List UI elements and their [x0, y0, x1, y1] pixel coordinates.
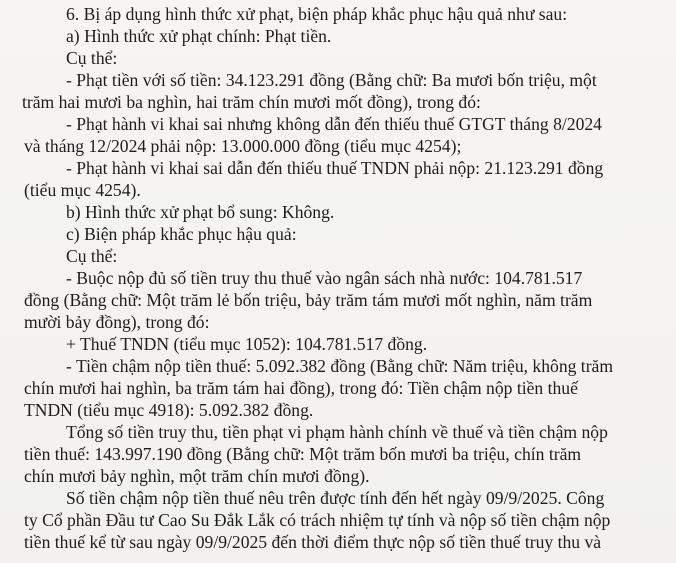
section-6-heading: 6. Bị áp dụng hình thức xử phạt, biện pháp khắc phục hậu quả như sau: — [66, 4, 568, 24]
back-tax-words: đồng (Bằng chữ: Một trăm lẻ bốn triệu, bảy trăm tám mươi mốt nghìn, năm trăm — [24, 290, 593, 310]
main-penalty-heading: a) Hình thức xử phạt chính: Phạt tiền. — [66, 26, 332, 46]
additional-penalty-heading: b) Hình thức xử phạt bổ sung: Không. — [66, 202, 335, 222]
company-responsibility-cont: tiền thuế kể từ sau ngày 09/9/2025 đến thời điểm thực nộp số tiền thuế truy thu và — [24, 532, 602, 552]
cit-penalty-line: - Phạt hành vi khai sai dẫn đến thiếu thuế TNDN phải nộp: 21.123.291 đồng — [66, 158, 604, 178]
cit-back-tax-line: + Thuế TNDN (tiểu mục 1052): 104.781.517 đồng. — [66, 334, 428, 354]
total-amount-line: Tổng số tiền truy thu, tiền phạt vi phạm hành chính về thuế và tiền chậm nộp — [66, 422, 608, 442]
total-amount-value: tiền thuế: 143.997.190 đồng (Bằng chữ: Một trăm bốn mươi ba triệu, chín trăm — [24, 444, 582, 464]
late-payment-cit: TNDN (tiểu mục 4918): 5.092.382 đồng. — [24, 400, 314, 420]
late-payment-cutoff-line: Số tiền chậm nộp tiền thuế nêu trên được tính đến hết ngày 09/9/2025. Công — [66, 488, 605, 508]
back-tax-words-end: mười bảy đồng), trong đó: — [24, 312, 210, 332]
remedial-measures-heading: c) Biện pháp khắc phục hậu quả: — [66, 224, 297, 244]
late-payment-line: - Tiền chậm nộp tiền thuế: 5.092.382 đồng (Bằng chữ: Năm triệu, không trăm — [66, 356, 614, 376]
fine-amount-words: trăm hai mươi ba nghìn, hai trăm chín mươi mốt đồng), trong đó: — [22, 92, 481, 112]
cit-penalty-subitem: (tiểu mục 4254). — [24, 180, 141, 200]
details-label: Cụ thể: — [66, 48, 118, 68]
company-responsibility-line: ty Cổ phần Đầu tư Cao Su Đắk Lắk có trách nhiệm tự tính và nộp số tiền chậm nộp — [24, 510, 611, 530]
back-tax-line: - Buộc nộp đủ số tiền truy thu thuế vào ngân sách nhà nước: 104.781.517 — [66, 268, 583, 288]
late-payment-words: chín mươi hai nghìn, ba trăm tám hai đồng), trong đó: Tiền chậm nộp tiền thuế — [24, 378, 578, 398]
vat-penalty-line: - Phạt hành vi khai sai nhưng không dẫn đến thiếu thuế GTGT tháng 8/2024 — [66, 114, 602, 134]
fine-amount-line: - Phạt tiền với số tiền: 34.123.291 đồng (Bằng chữ: Ba mươi bốn triệu, một — [66, 70, 597, 90]
vat-penalty-amount: và tháng 12/2024 phải nộp: 13.000.000 đồng (tiểu mục 4254); — [24, 136, 462, 156]
details-label-2: Cụ thể: — [66, 246, 118, 266]
total-amount-words-end: chín mươi bảy nghìn, một trăm chín mươi đồng). — [24, 466, 370, 486]
